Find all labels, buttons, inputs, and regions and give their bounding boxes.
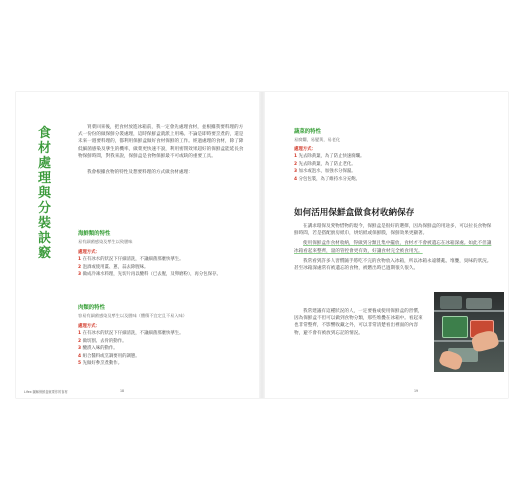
list-item: 1 先去除黃葉，為了防止快速腐爛。	[294, 154, 365, 159]
seafood-title: 海鮮類的特性	[78, 231, 111, 237]
vertical-chapter-title: 食材處理與分裝訣竅	[38, 126, 52, 261]
meat-title: 肉類的特性	[78, 305, 105, 311]
storage-highlight-paragraph: 使用保鮮盒作食材收納，得做到分類且集中擺放，食材才不會被遺忘在冰箱深處。如此不但讓冰箱看起來整齊，量的管控會更有效，好讓食材完全被食用光。	[294, 241, 492, 254]
meat-method-label: 處理方式：	[78, 324, 100, 329]
list-item: 2 先去除黃葉，為了防止老化。	[294, 161, 356, 167]
list-item: 5 先做好參烹煮動作。	[78, 361, 123, 367]
left-page	[16, 92, 260, 398]
list-item: 1 在有冰水的狀況下仔細清洗，不讓細菌那麼快孳生。	[78, 331, 184, 336]
intro-paragraph-2: 我會根據食物的特性及想要料理的方式做食材處理：	[87, 170, 193, 176]
seafood-section	[78, 230, 246, 279]
seafood-method-label: 處理方式：	[78, 250, 100, 255]
list-item: 4 分包包裝，為了維持水分充飽。	[294, 176, 361, 182]
list-item: 1 在有冰水的狀況下仔細清洗，不讓細菌那麼快孳生。	[78, 257, 184, 262]
list-item: 3 加水或泡水，加強水分保濕。	[294, 169, 356, 175]
storage-section	[294, 208, 494, 272]
storage-paragraph-1: 在講求環保及愛物惜物的現今，保鮮盒是很好的選擇，因為保鮮盒的用途多，可以拉長食物保鮮時間，若是搭配廚房紙巾，烘焙紙或保鮮膜，保鮮效果更顯著。	[294, 224, 492, 237]
list-item: 4 組合醬料或烹調要用的調態。	[78, 353, 140, 359]
right-page	[264, 92, 508, 398]
meat-section	[78, 304, 246, 368]
seafood-subtitle: 易有細菌感染及孳生以致腥味	[78, 239, 133, 244]
book-spread	[16, 92, 508, 398]
veg-method-label: 處理方式：	[294, 147, 316, 152]
storage-paragraph-4: 我常建議有這種狀況的人，一定要養成使用保鮮盒的習慣，因為保鮮盒不但可以做到食物分類，那些堆疊在冰箱中。看起來也非常整齊，不影響收藏之外，可以非常清楚看出裡面的內容物，避不會有被放到忘記的情況。	[294, 309, 423, 336]
fridge-photo	[434, 292, 504, 372]
storage-paragraph-3: 我常看到許多人習慣隨手將吃不完的食物放入冰箱，所以冰箱永遠雜亂、堆疊，臭味的狀況。甚至冰箱深處常有被遺忘的食物，被燃出時已過期很久很久。	[294, 258, 492, 272]
page-number-left: 18	[120, 389, 125, 393]
storage-paragraph-4-block	[294, 308, 426, 337]
section-heading: 如何活用保鮮盒做食材收納保存	[294, 208, 415, 218]
list-item: 3 醃漬入味的動作。	[78, 346, 118, 352]
veg-subtitle: 易腐爛，易變黃，易老化	[294, 137, 341, 142]
page-number-right: 19	[414, 389, 419, 393]
veg-title: 蔬菜的特性	[294, 129, 321, 135]
intro-block	[78, 124, 246, 176]
list-item: 2 做切割、去骨的動作。	[78, 338, 127, 344]
intro-paragraph: 買菜回來後，把食材放進冰箱前，我一定會先處理食材，並根據我要料理的方式一份份的做保鮮分裝處理，這時保鮮盒就派上用場。不論是即時要烹煮的，還是未來一週要料理的，都利用保鮮盒做好食材保鮮的工作。經過處理的食材，除了降低細菌感染及孳生的機率，做菜更快速不說，利用密閉效果超好的保鮮盒能延長食物保鮮時間，對我來說，保鮮盒是食物保鮮最不可或缺的重要工具。	[78, 125, 244, 159]
veg-section	[294, 128, 494, 183]
footer-brand: Lifex 圖解保鮮盒就要你的食材	[24, 390, 68, 394]
list-item: 3 做成冷凍水料理，先切片再以醃料（已去腥，及卵磨粉），再分包保存。	[78, 272, 221, 278]
meat-subtitle: 容易有細菌感染及孳生以及腥味（體積不宜定且不易入味）	[78, 313, 187, 318]
list-item: 2 泡酒或使用薑、蔥，蒜去除腥味。	[78, 264, 149, 270]
